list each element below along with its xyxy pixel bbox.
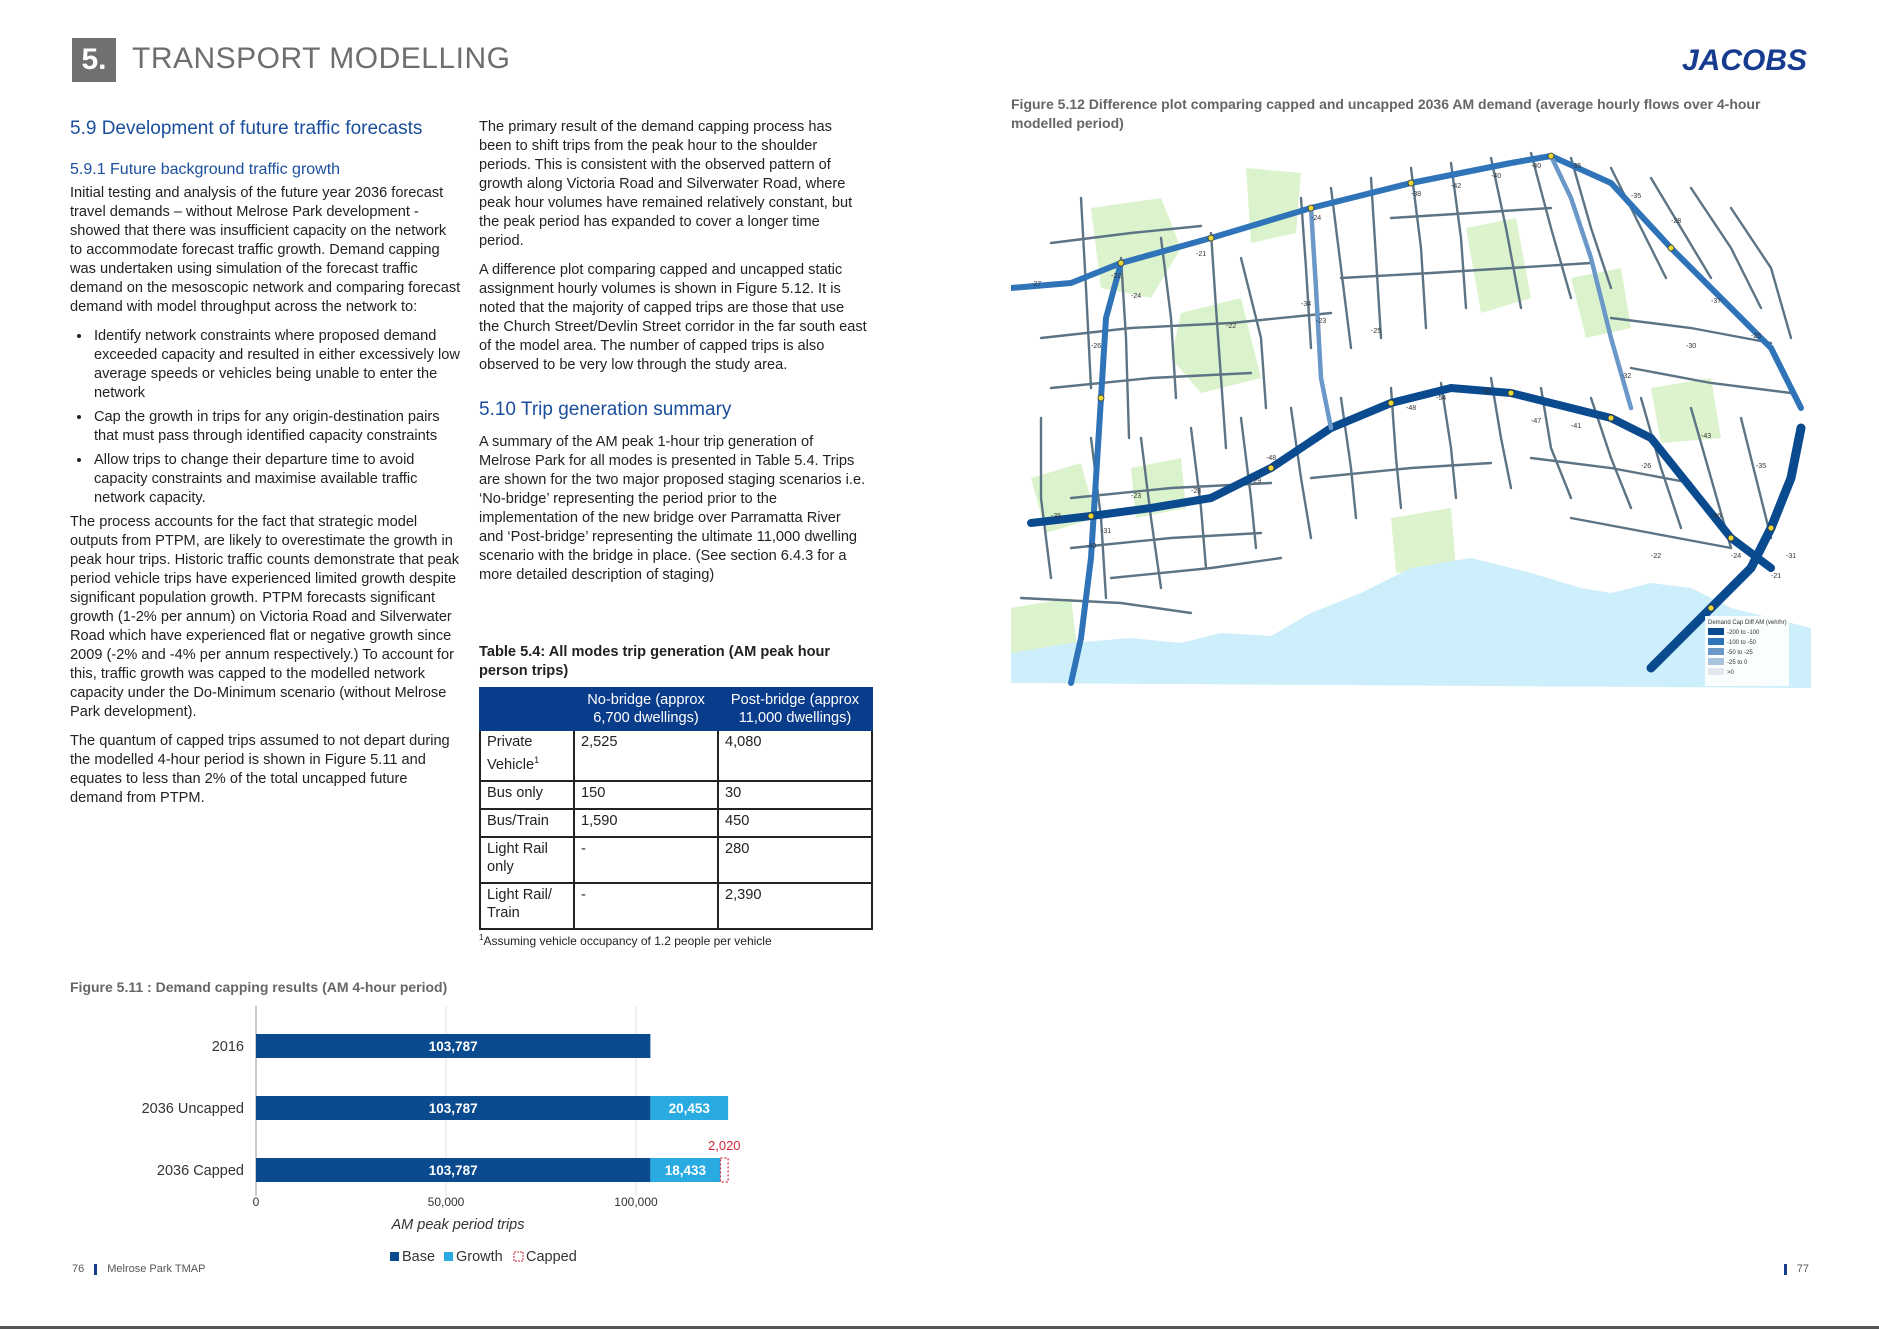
difference-plot-map bbox=[1011, 138, 1811, 688]
table-header-cell: No-bridge (approx 6,700 dwellings) bbox=[574, 688, 718, 730]
category-label: 2016 bbox=[211, 1039, 244, 1055]
legend-label: Base bbox=[402, 1249, 436, 1265]
link-label: -47 bbox=[1531, 418, 1542, 425]
middle-column bbox=[479, 118, 867, 595]
footer-divider bbox=[94, 1264, 97, 1275]
link-label: -24 bbox=[1131, 293, 1142, 300]
link-label: -25 bbox=[1371, 328, 1382, 335]
link-label: -34 bbox=[1301, 301, 1312, 308]
link-label: -21 bbox=[1196, 251, 1207, 258]
table-cell-mode: Light Rail only bbox=[480, 837, 574, 883]
table-cell-mode: Bus only bbox=[480, 781, 574, 809]
table-row bbox=[480, 730, 872, 781]
data-label: 18,433 bbox=[664, 1163, 707, 1178]
page-number-right: 77 bbox=[1796, 1263, 1809, 1275]
data-label: 2,020 bbox=[708, 1138, 741, 1153]
x-axis-title: AM peak period trips bbox=[391, 1217, 525, 1233]
section-title: TRANSPORT MODELLING bbox=[132, 42, 511, 75]
map-legend-swatch bbox=[1708, 658, 1724, 665]
link-label: -35 bbox=[1051, 513, 1062, 520]
table-cell: 2,390 bbox=[718, 883, 872, 929]
link-label: -50 bbox=[1481, 388, 1492, 395]
link-label: -26 bbox=[1091, 343, 1102, 350]
footer-left bbox=[72, 1263, 205, 1275]
document-title: Melrose Park TMAP bbox=[107, 1263, 206, 1275]
data-label: 103,787 bbox=[428, 1039, 478, 1054]
paragraph: The primary result of the demand capping process has been to shift trips from the peak hour to the shoulder periods. This is consistent with the observed pattern of growth along Victoria Road and Silverwater Road, where peak hour volumes have remained relatively constant, but the peak period has expanded to cover a longer time period. bbox=[479, 119, 853, 249]
link-label: -48 bbox=[1406, 405, 1417, 412]
bullet-list bbox=[70, 327, 462, 508]
link-label: -48 bbox=[1266, 455, 1277, 462]
link-label: -23 bbox=[1131, 493, 1142, 500]
link-label: -29 bbox=[1251, 478, 1262, 485]
map-legend-label: -100 to -50 bbox=[1727, 640, 1757, 646]
footer-divider bbox=[1784, 1264, 1787, 1275]
table-cell-mode: Light Rail/ Train bbox=[480, 883, 574, 929]
category-label: 2036 Capped bbox=[156, 1163, 244, 1179]
table-row bbox=[480, 781, 872, 809]
link-label: -22 bbox=[1111, 273, 1122, 280]
map-legend-swatch bbox=[1708, 668, 1724, 675]
table-cell: 150 bbox=[574, 781, 718, 809]
table-cell: 30 bbox=[718, 781, 872, 809]
link-label: -22 bbox=[1651, 553, 1662, 560]
paragraph: The quantum of capped trips assumed to not depart during the modelled 4-hour period is shown in Figure 5.11 and equates to less than 2% of the total uncapped future demand from PTPM. bbox=[70, 733, 450, 806]
table-cell: - bbox=[574, 883, 718, 929]
map-legend-label: >0 bbox=[1727, 670, 1734, 676]
data-label: 103,787 bbox=[428, 1163, 478, 1178]
link-label: -31 bbox=[1786, 553, 1797, 560]
map-legend-label: -25 to 0 bbox=[1727, 660, 1748, 666]
link-label: -35 bbox=[1631, 193, 1642, 200]
data-label: 103,787 bbox=[428, 1101, 478, 1116]
map-legend-title: Demand Cap Diff AM (veh/hr) bbox=[1708, 620, 1787, 626]
map-legend-swatch bbox=[1708, 638, 1724, 645]
x-tick-label: 50,000 bbox=[427, 1195, 465, 1209]
link-label: -43 bbox=[1701, 433, 1712, 440]
link-label: -28 bbox=[1191, 488, 1202, 495]
paragraph: The process accounts for the fact that strategic model outputs from PTPM, are likely to overestimate the growth in peak hour trips. Historic traffic counts demonstrate that peak period vehicle trips have experienced limited growth despite significant population growth. PTPM forecasts significant growth (1-2% per annum) on Victoria Road and Silverwater Road which have experienced flat or negative growth since 2009 (-2% and -4% per annum respectively.) To account for this, traffic growth was capped to the modelled network capacity under the Do-Minimum scenario (without Melrose Park development). bbox=[70, 514, 460, 720]
link-label: -40 bbox=[1531, 163, 1542, 170]
link-label: -36 bbox=[1711, 513, 1722, 520]
link-label: -23 bbox=[1316, 318, 1327, 325]
table-cell: 450 bbox=[718, 809, 872, 837]
legend-swatch-base bbox=[390, 1252, 399, 1261]
legend-swatch-capped bbox=[514, 1252, 523, 1261]
link-label: -35 bbox=[1571, 163, 1582, 170]
trip-generation-table bbox=[479, 687, 873, 930]
bullet-item: • Allow trips to change their departure time to avoid capacity constraints and maximise available traffic network capacity. bbox=[92, 451, 462, 508]
map-legend bbox=[1705, 616, 1789, 686]
legend-label: Capped bbox=[526, 1249, 577, 1265]
legend-swatch-growth bbox=[444, 1252, 453, 1261]
table-cell: - bbox=[574, 837, 718, 883]
paragraph: A summary of the AM peak 1-hour trip generation of Melrose Park for all modes is presented in Table 5.4. Trips are shown for the two major proposed staging scenarios i.e. ‘No-bridge’ representing the period prior to the implementation of the new bridge over Parramatta River and ‘Post-bridge’ representing the ultimate 11,000 dwelling scenario with the bridge in place. (See section 6.4.3 for a more detailed description of staging) bbox=[479, 434, 866, 583]
link-label: -25 bbox=[1751, 333, 1762, 340]
left-column bbox=[70, 118, 462, 818]
x-tick-label: 100,000 bbox=[614, 1195, 658, 1209]
link-label: -30 bbox=[1686, 343, 1697, 350]
link-label: -24 bbox=[1311, 215, 1322, 222]
table-row bbox=[480, 883, 872, 929]
page-number-left: 76 bbox=[72, 1263, 85, 1275]
table-cell-mode: Bus/Train bbox=[480, 809, 574, 837]
figure-5-11-caption: Figure 5.11 : Demand capping results (AM 4-hour period) bbox=[70, 979, 448, 995]
link-label: -54 bbox=[1436, 395, 1447, 402]
link-label: -22 bbox=[1226, 323, 1237, 330]
link-label: -26 bbox=[1641, 463, 1652, 470]
link-label: -41 bbox=[1571, 423, 1582, 430]
bar-capped bbox=[720, 1158, 728, 1182]
legend-label: Growth bbox=[456, 1249, 503, 1265]
link-label: -31 bbox=[1101, 528, 1112, 535]
table-cell: 4,080 bbox=[718, 730, 872, 781]
table-row bbox=[480, 837, 872, 883]
link-label: -27 bbox=[1031, 281, 1042, 288]
table-cell-mode: Private Vehicle$^1$ bbox=[480, 730, 574, 781]
table-header-row bbox=[480, 688, 872, 730]
section-number-badge: 5. bbox=[72, 38, 116, 82]
link-label: -35 bbox=[1756, 463, 1767, 470]
link-label: -37 bbox=[1711, 298, 1722, 305]
link-label: -21 bbox=[1771, 573, 1782, 580]
link-label: -24 bbox=[1731, 553, 1742, 560]
bullet-item: • Cap the growth in trips for any origin-destination pairs that must pass through identified capacity constraints bbox=[92, 408, 462, 446]
table-cell: 1,590 bbox=[574, 809, 718, 837]
data-label: 20,453 bbox=[668, 1101, 710, 1116]
table-header-cell: Post-bridge (approx 11,000 dwellings) bbox=[718, 688, 872, 730]
link-label: -42 bbox=[1451, 183, 1462, 190]
link-label: -28 bbox=[1671, 218, 1682, 225]
map-legend-label: -50 to -25 bbox=[1727, 650, 1753, 656]
link-label: -32 bbox=[1621, 373, 1632, 380]
bullet-item: • Identify network constraints where proposed demand exceeded capacity and resulted in either excessively low average speeds or vehicles being unable to enter the network bbox=[92, 327, 462, 403]
category-label: 2036 Uncapped bbox=[141, 1101, 244, 1117]
heading-5-9: 5.9 Development of future traffic forecasts bbox=[70, 118, 423, 139]
table-cell: 2,525 bbox=[574, 730, 718, 781]
table-header-cell bbox=[480, 688, 574, 730]
paragraph: A difference plot comparing capped and uncapped static assignment hourly volumes is shown in Figure 5.12. It is noted that the majority of capped trips are those that use the Church Street/Devlin Street corridor in the far south east of the model area. The number of capped trips is also observed to be very low through the study area. bbox=[479, 262, 867, 373]
link-label: -38 bbox=[1411, 191, 1422, 198]
link-label: -40 bbox=[1491, 173, 1502, 180]
figure-5-12-caption: Figure 5.12 Difference plot comparing capped and uncapped 2036 AM demand (average hourly flows over 4-hour modelled period) bbox=[1011, 96, 1761, 131]
table-row bbox=[480, 809, 872, 837]
x-tick-label: 0 bbox=[252, 1195, 260, 1209]
jacobs-logo: JACOBS bbox=[1681, 44, 1807, 77]
link-label: -40 bbox=[1086, 543, 1097, 550]
map-legend-swatch bbox=[1708, 648, 1724, 655]
table-footnote: $^1$Assuming vehicle occupancy of 1.2 people per vehicle bbox=[479, 932, 772, 948]
table-caption: Table 5.4: All modes trip generation (AM peak hour person trips) bbox=[479, 644, 831, 679]
table-cell: 280 bbox=[718, 837, 872, 883]
table-5-4 bbox=[479, 643, 879, 948]
paragraph: Initial testing and analysis of the future year 2036 forecast travel demands – without Melrose Park development - showed that there was insufficient capacity on the network to accommodate forecast traffic growth. Demand capping was undertaken using simulation of the forecast traffic demand on the mesoscopic network and comparing forecast demand with model throughput across the network to: bbox=[70, 185, 461, 315]
map-legend-label: -200 to -100 bbox=[1727, 630, 1760, 636]
footer-right bbox=[1774, 1263, 1809, 1275]
heading-5-9-1: 5.9.1 Future background traffic growth bbox=[70, 161, 341, 178]
map-legend-swatch bbox=[1708, 628, 1724, 635]
demand-capping-chart bbox=[70, 996, 830, 1276]
heading-5-10: 5.10 Trip generation summary bbox=[479, 399, 732, 420]
